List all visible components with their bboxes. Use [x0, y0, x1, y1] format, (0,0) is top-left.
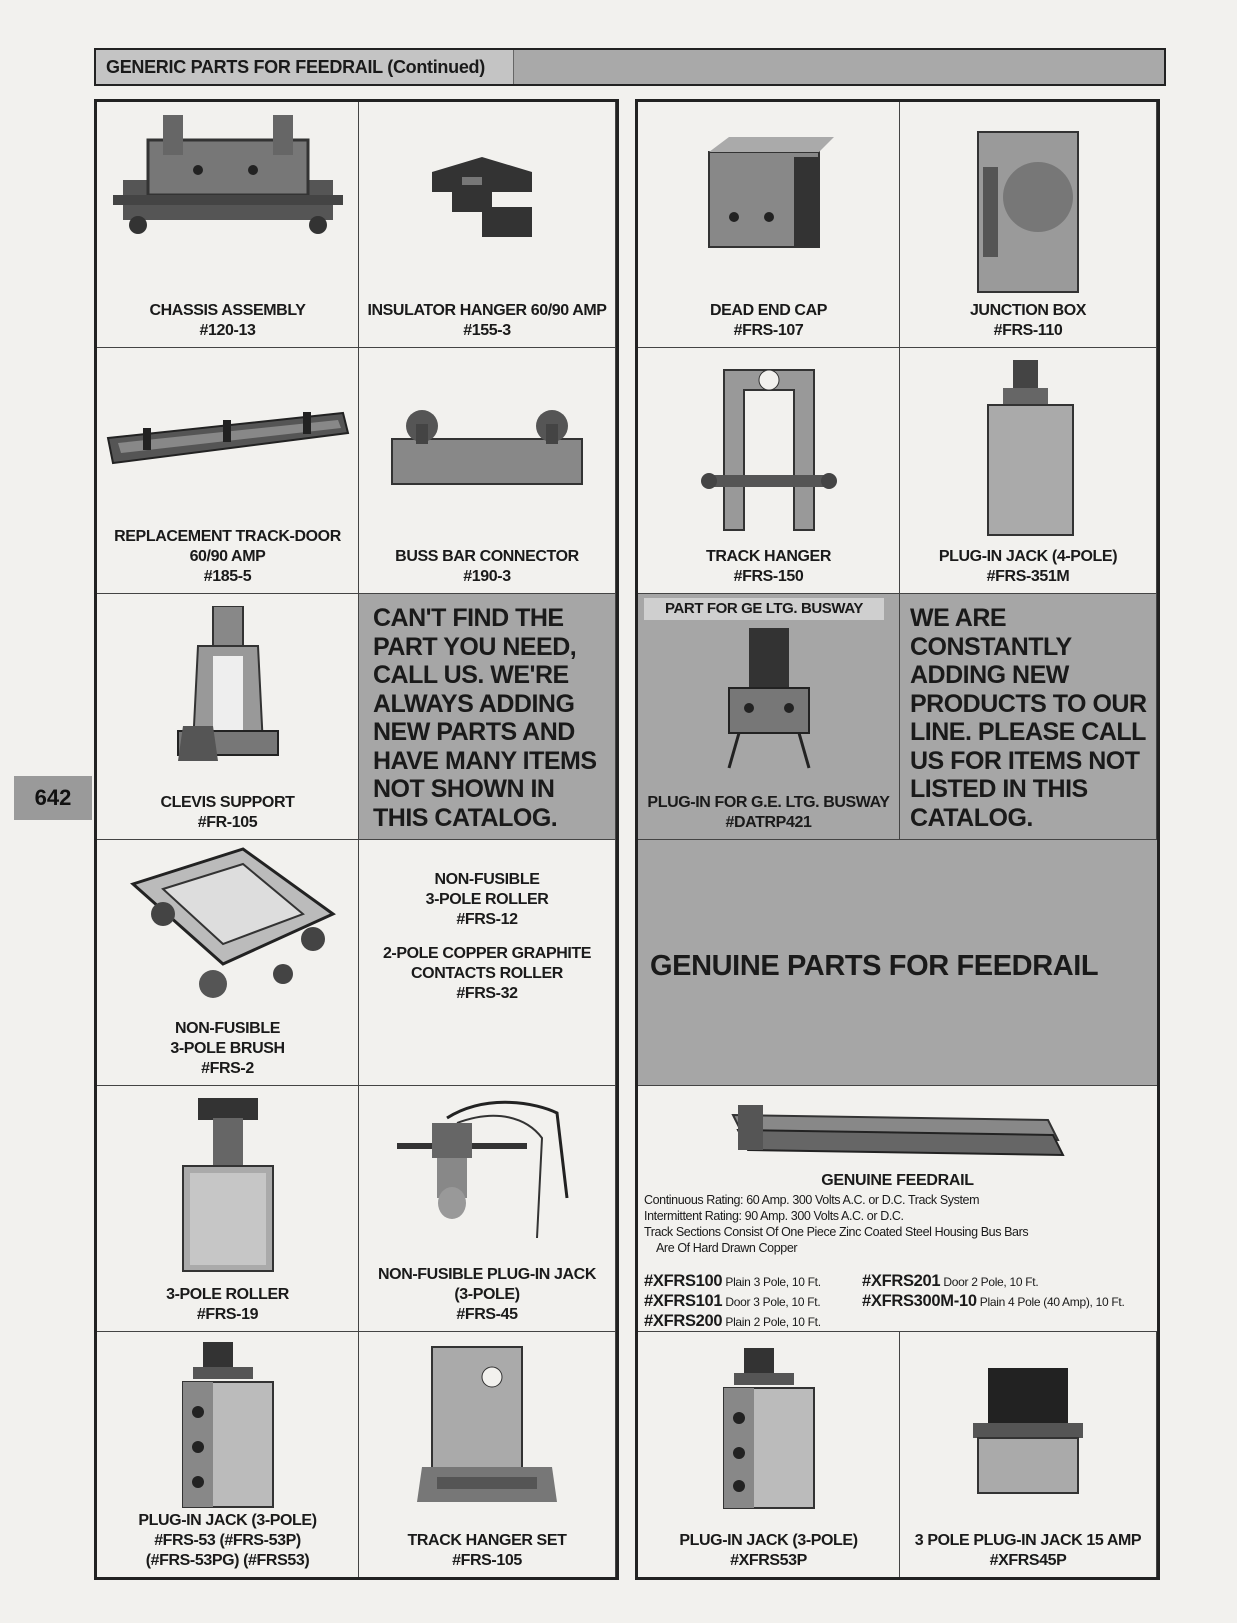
notice-line: CALL US. WE'RE	[373, 661, 569, 689]
3-pole-roller-image	[97, 1098, 358, 1278]
model-desc: Plain 4 Pole (40 Amp), 10 Ft.	[979, 1295, 1125, 1309]
junction-box-image	[900, 127, 1156, 297]
product-label	[97, 1511, 358, 1571]
product-name: NON-FUSIBLE PLUG-IN JACK	[378, 1266, 596, 1283]
product-name: NON-FUSIBLE	[175, 1020, 280, 1037]
product-track-hanger-set	[359, 1332, 616, 1577]
product-label	[900, 301, 1156, 341]
product-name: TRACK HANGER	[706, 548, 831, 565]
section-header	[94, 48, 1166, 86]
insulator-hanger-image	[359, 152, 615, 242]
product-name: PLUG-IN JACK (4-POLE)	[938, 548, 1118, 565]
part-number: #FRS-53 (#FRS-53P)	[154, 1532, 301, 1549]
product-label	[97, 793, 358, 833]
feedrail-image	[638, 1100, 1157, 1160]
product-name: CLEVIS SUPPORT	[160, 794, 295, 811]
product-name: REPLACEMENT TRACK-DOOR	[114, 528, 341, 545]
product-junction-box	[900, 102, 1157, 348]
notice-line: ADDING NEW	[910, 661, 1069, 689]
part-number: #FRS-107	[733, 322, 804, 339]
part-number: #XFRS45P	[989, 1552, 1067, 1569]
product-label	[359, 547, 615, 587]
part-number: #FR-105	[197, 814, 258, 831]
model-desc: Door 2 Pole, 10 Ft.	[943, 1275, 1039, 1289]
cant-find-text	[373, 604, 607, 832]
xfrs45p-image	[900, 1368, 1156, 1508]
description-line: Continuous Rating: 60 Amp. 300 Volts A.C. or D.C. Track System	[644, 1193, 980, 1207]
notice-line: PRODUCTS TO OUR	[910, 689, 1147, 718]
3-pole-brush-image	[97, 844, 358, 1004]
product-rating: 60/90 AMP	[189, 548, 266, 565]
product-3-pole-brush	[97, 840, 359, 1086]
part-number: #190-3	[463, 568, 511, 585]
product-label	[900, 547, 1156, 587]
model-code: #XFRS200	[644, 1312, 723, 1330]
part-number: #FRS-19	[196, 1306, 259, 1323]
product-insulator-hanger	[359, 102, 616, 348]
plug-in-jack-image	[97, 1342, 358, 1512]
product-label	[97, 301, 358, 341]
model-code: #XFRS101	[644, 1292, 723, 1310]
notice-line: PART YOU NEED,	[373, 632, 577, 661]
part-number: #120-13	[199, 322, 256, 339]
product-label	[97, 1285, 358, 1325]
product-name: BUSS BAR CONNECTOR	[395, 548, 579, 565]
product-label	[638, 301, 899, 341]
model-row	[644, 1292, 821, 1312]
model-row	[862, 1292, 1124, 1312]
part-number: #FRS-105	[452, 1552, 522, 1569]
product-label	[638, 547, 899, 587]
description-line: Track Sections Consist Of One Piece Zinc Coated Steel Housing Bus Bars	[644, 1225, 1029, 1239]
product-copper-graphite-roller	[359, 944, 615, 1004]
description-line: Intermittent Rating: 90 Amp. 300 Volts A.C. or D.C.	[644, 1209, 904, 1223]
clevis-support-image	[97, 606, 358, 786]
product-3-pole-roller	[97, 1086, 359, 1332]
product-name: PLUG-IN JACK (3-POLE)	[679, 1532, 858, 1549]
product-buss-bar-connector	[359, 348, 616, 594]
product-label	[638, 793, 899, 833]
product-plug-in-jack-3-pole	[97, 1332, 359, 1577]
product-name: PLUG-IN FOR G.E. LTG. BUSWAY	[647, 794, 890, 811]
plug-in-jack-wires-image	[359, 1098, 615, 1248]
roller-products	[359, 840, 616, 1086]
model-desc: Door 3 Pole, 10 Ft.	[725, 1295, 821, 1309]
feedrail-models-right	[862, 1272, 1124, 1312]
feedrail-title: GENUINE FEEDRAIL	[821, 1172, 974, 1189]
ge-busway-tag: PART FOR GE LTG. BUSWAY	[644, 598, 884, 620]
product-replacement-track-door	[97, 348, 359, 594]
model-code: #XFRS100	[644, 1272, 723, 1290]
product-non-fusible-plug-in-jack	[359, 1086, 616, 1332]
left-panel	[94, 99, 619, 1580]
product-non-fusible-roller	[359, 870, 615, 930]
buss-bar-connector-image	[359, 404, 615, 494]
notice-line: US FOR ITEMS NOT	[910, 746, 1140, 775]
model-desc: Plain 3 Pole, 10 Ft.	[725, 1275, 821, 1289]
product-label	[359, 1265, 615, 1325]
page-number-tab: 642	[14, 776, 92, 820]
part-number: (#FRS-53PG) (#FRS53)	[145, 1552, 310, 1569]
part-number: #FRS-150	[733, 568, 804, 585]
notice-line: WE ARE	[910, 604, 1007, 632]
constantly-adding-notice	[900, 594, 1157, 840]
part-number: #XFRS53P	[730, 1552, 807, 1569]
genuine-parts-title: GENUINE PARTS FOR FEEDRAIL	[650, 950, 1099, 982]
part-number: #185-5	[203, 568, 252, 585]
product-xfrs45p	[900, 1332, 1157, 1577]
part-number: #FRS-110	[993, 322, 1063, 339]
feedrail-description	[644, 1192, 1028, 1256]
product-clevis-support	[97, 594, 359, 840]
part-number: #FRS-45	[456, 1306, 518, 1323]
ge-plug-in-image	[638, 628, 899, 778]
model-desc: Plain 2 Pole, 10 Ft.	[725, 1315, 821, 1329]
track-hanger-image	[638, 360, 899, 540]
part-number: #FRS-2	[201, 1060, 254, 1077]
model-row	[644, 1312, 821, 1332]
part-number: #FRS-32	[456, 985, 518, 1002]
product-name: JUNCTION BOX	[969, 302, 1087, 319]
product-name: 3-POLE BRUSH	[170, 1040, 285, 1057]
notice-line: ALWAYS ADDING	[373, 689, 575, 718]
product-xfrs53p	[638, 1332, 900, 1577]
xfrs53p-image	[638, 1348, 899, 1513]
model-code: #XFRS300M-10	[862, 1292, 977, 1310]
product-name: 2-POLE COPPER GRAPHITE	[382, 945, 592, 962]
part-number: #FRS-12	[456, 911, 518, 928]
model-code: #XFRS201	[862, 1272, 941, 1290]
product-label	[638, 1531, 899, 1571]
product-name: 3-POLE ROLLER	[166, 1286, 289, 1303]
notice-line: THIS CATALOG.	[373, 803, 558, 832]
product-name: NON-FUSIBLE	[434, 871, 540, 888]
dead-end-cap-image	[638, 132, 899, 252]
product-name: INSULATOR HANGER 60/90 AMP	[367, 302, 607, 319]
notice-line: LINE. PLEASE CALL	[910, 718, 1146, 746]
product-dead-end-cap	[638, 102, 900, 348]
notice-line: LISTED IN THIS	[910, 775, 1088, 803]
product-label	[359, 1531, 615, 1571]
section-title: GENERIC PARTS FOR FEEDRAIL (Continued)	[96, 50, 514, 84]
model-row	[644, 1272, 821, 1292]
product-label	[359, 301, 615, 341]
notice-line: NEW PARTS AND	[373, 718, 575, 746]
product-name: PLUG-IN JACK (3-POLE)	[138, 1512, 317, 1529]
product-ge-busway-plug-in	[638, 594, 900, 840]
product-chassis-assembly	[97, 102, 359, 348]
product-name: TRACK HANGER SET	[407, 1532, 567, 1549]
notice-line: CAN'T FIND THE	[373, 604, 564, 632]
notice-line: HAVE MANY ITEMS	[373, 746, 597, 775]
track-door-image	[97, 398, 358, 478]
product-label	[97, 527, 358, 587]
model-row	[862, 1272, 1124, 1292]
product-track-hanger	[638, 348, 900, 594]
adding-text	[910, 604, 1148, 832]
product-name: 3-POLE ROLLER	[425, 891, 549, 908]
right-panel	[635, 99, 1160, 1580]
product-name: DEAD END CAP	[710, 302, 827, 319]
cant-find-notice	[359, 594, 616, 840]
product-name: CHASSIS ASSEMBLY	[149, 302, 306, 319]
product-plug-in-jack-4-pole	[900, 348, 1157, 594]
part-number: #FRS-351M	[986, 568, 1070, 585]
product-name: 3 POLE PLUG-IN JACK 15 AMP	[914, 1532, 1142, 1549]
part-number: #DATRP421	[725, 814, 812, 831]
description-line: Are Of Hard Drawn Copper	[656, 1241, 798, 1255]
genuine-feedrail	[638, 1086, 1157, 1332]
part-number: #155-3	[463, 322, 511, 339]
plug-in-jack-4-pole-image	[900, 360, 1156, 540]
genuine-parts-banner	[638, 840, 1157, 1086]
product-name: (3-POLE)	[454, 1286, 520, 1303]
track-hanger-set-image	[359, 1342, 615, 1512]
notice-line: CATALOG.	[910, 803, 1033, 832]
product-label	[900, 1531, 1156, 1571]
chassis-assembly-image	[97, 110, 358, 260]
feedrail-models-left	[644, 1272, 821, 1332]
notice-line: NOT SHOWN IN	[373, 775, 555, 803]
product-label	[97, 1019, 358, 1079]
product-name: CONTACTS ROLLER	[411, 965, 563, 982]
notice-line: CONSTANTLY	[910, 632, 1072, 661]
